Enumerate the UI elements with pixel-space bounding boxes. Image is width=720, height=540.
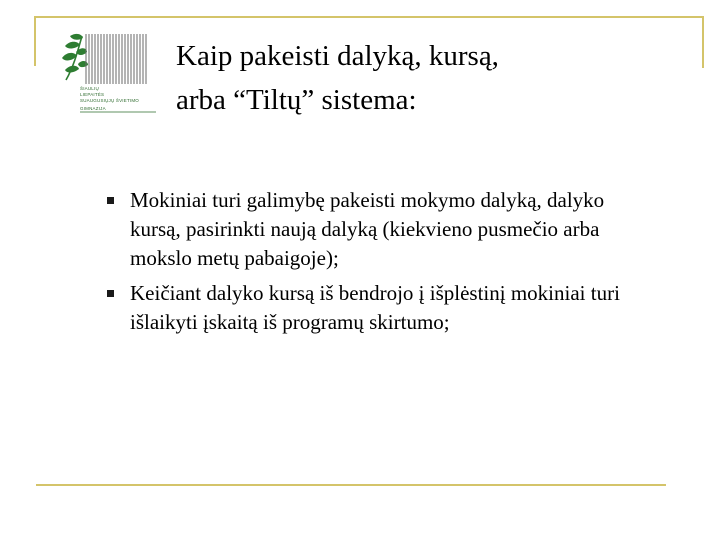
slide-title-line-1: Kaip pakeisti dalyką, kursą, — [176, 40, 499, 72]
logo-text-line-3: SUAUGUSIŲJŲ ŠVIETIMO — [80, 98, 140, 103]
frame-right-line — [702, 16, 704, 68]
slide-title-line-2: arba “Tiltų” sistema: — [176, 84, 417, 116]
bullet-list — [105, 186, 625, 343]
logo-text-line-1: ŠIAULIŲ — [80, 86, 99, 91]
bullet-item — [105, 186, 625, 273]
square-bullet-icon — [107, 290, 114, 297]
square-bullet-icon — [107, 197, 114, 204]
school-logo — [56, 28, 160, 120]
frame-left-line — [34, 16, 36, 66]
logo-text-line-2: LIEPAITĖS — [80, 92, 105, 97]
bullet-text: Mokiniai turi galimybę pakeisti mokymo dalyką, dalyko kursą, pasirinkti naują dalyką (kiekvieno pusmečio arba mokslo metų pabaigoje); — [130, 188, 605, 270]
bullet-text: Keičiant dalyko kursą iš bendrojo į išplėstinį mokiniai turi išlaikyti įskaitą iš programų skirtumo; — [130, 281, 620, 334]
slide-title — [176, 34, 676, 122]
logo-text-line-4: GIMNAZIJA — [80, 106, 106, 111]
frame-top-line — [34, 16, 704, 18]
bullet-item — [105, 279, 625, 337]
frame-bottom-line — [36, 484, 666, 486]
school-leaf-logo-icon — [56, 28, 160, 120]
